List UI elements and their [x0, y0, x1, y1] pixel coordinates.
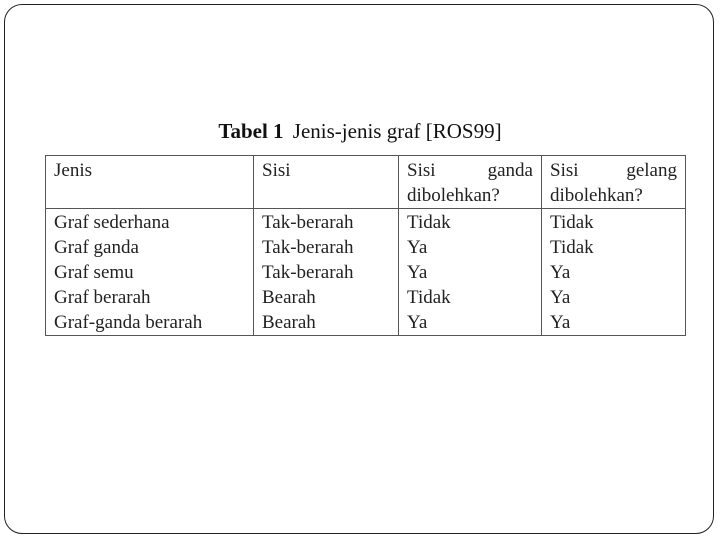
cell-sisi-gelang: Ya — [542, 310, 686, 336]
header-sisi-gelang-line2: dibolehkan? — [550, 185, 643, 206]
cell-sisi-gelang: Ya — [542, 260, 686, 285]
caption-number: Tabel 1 — [218, 119, 284, 143]
table-row — [46, 310, 686, 336]
table-row — [46, 285, 686, 310]
cell-sisi: Tak-berarah — [254, 209, 399, 236]
cell-sisi-gelang: Tidak — [542, 209, 686, 236]
header-sisi-label: Sisi — [262, 160, 291, 181]
cell-sisi-gelang: Ya — [542, 285, 686, 310]
cell-sisi: Tak-berarah — [254, 235, 399, 260]
cell-sisi-ganda: Ya — [399, 235, 542, 260]
cell-sisi-ganda: Tidak — [399, 285, 542, 310]
header-sisi-gelang — [542, 156, 686, 209]
cell-sisi-gelang: Tidak — [542, 235, 686, 260]
header-sisi-ganda-line1: Sisi ganda — [407, 160, 533, 181]
table-row — [46, 260, 686, 285]
table-row — [46, 209, 686, 236]
cell-jenis: Graf berarah — [46, 285, 254, 310]
header-sisi-gelang-line1: Sisi gelang — [550, 160, 677, 181]
cell-sisi: Bearah — [254, 285, 399, 310]
caption-title: Jenis-jenis graf [ROS99] — [292, 119, 502, 143]
cell-sisi-ganda: Ya — [399, 310, 542, 336]
header-sisi-ganda — [399, 156, 542, 209]
table-row — [46, 235, 686, 260]
header-jenis-label: Jenis — [54, 160, 92, 181]
cell-jenis: Graf ganda — [46, 235, 254, 260]
cell-sisi: Tak-berarah — [254, 260, 399, 285]
cell-jenis: Graf semu — [46, 260, 254, 285]
header-sisi — [254, 156, 399, 209]
cell-sisi: Bearah — [254, 310, 399, 336]
graph-types-table — [45, 155, 686, 336]
cell-jenis: Graf-ganda berarah — [46, 310, 254, 336]
table-caption — [0, 119, 720, 144]
header-jenis — [46, 156, 254, 209]
table-header-row — [46, 156, 686, 209]
cell-sisi-ganda: Tidak — [399, 209, 542, 236]
cell-jenis: Graf sederhana — [46, 209, 254, 236]
cell-sisi-ganda: Ya — [399, 260, 542, 285]
header-sisi-ganda-line2: dibolehkan? — [407, 185, 500, 206]
